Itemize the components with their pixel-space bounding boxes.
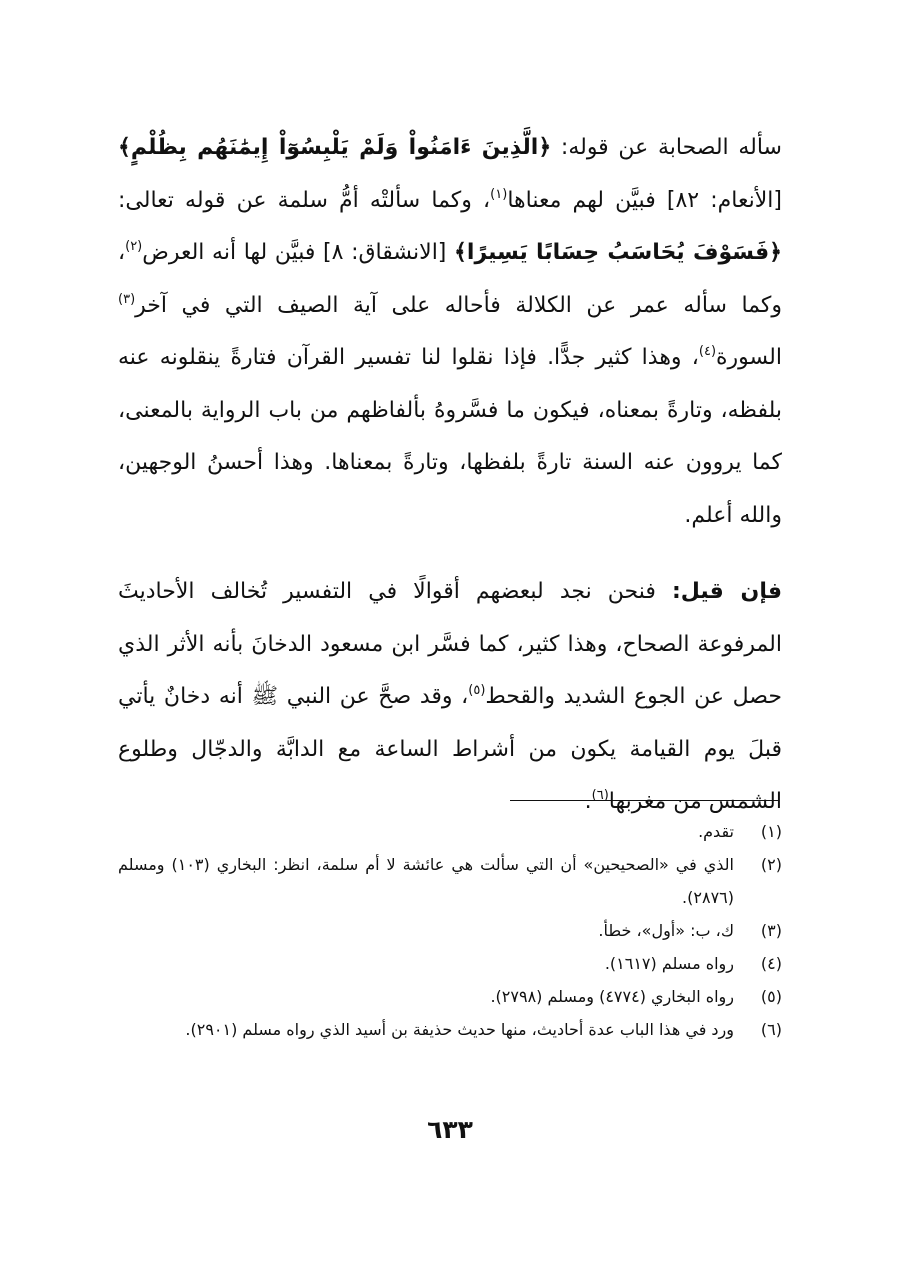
footnote-number: (٣) [760,921,782,940]
text-run: فنحن نجد لبعضهم أقوالًا في التفسير تُخالف الأحاديثَ المرفوعة الصحاح، وهذا كثير، كما فسَّر ابن مسعود الدخانَ بأنه الأثر الذي حصل عن الجوع الشديد والقحط [118,579,782,709]
footnote-number: (٦) [760,1020,782,1039]
footnote-ref-6[interactable]: (٦) [591,788,609,803]
text-run: [الأنعام: ٨٢] فبيَّن لهم معناها [507,187,782,213]
footnote-ref-2[interactable]: (٢) [125,239,143,254]
main-text [118,122,782,829]
footnote-item [118,1013,782,1046]
paragraph-lead: فإن قيل: [671,579,782,604]
text-run: ، وهذا كثير جدًّا. فإذا نقلوا لنا تفسير القرآن فتارةً ينقلونه عنه بلفظه، وتارةً بمعناه، فيكون ما فسَّروهُ بألفاظهم من باب الرواية بالمعنى، كما يروون عنه السنة تارةً بلفظها، وتارةً بمعناها. وهذا أحسنُ الوجهين، والله أعلم. [118,345,782,528]
footnote-item [118,914,782,947]
text-run: . [584,789,592,814]
footnote-ref-5[interactable]: (٥) [468,683,486,698]
footnote-ref-1[interactable]: (١) [490,186,508,202]
footnote-number: (٤) [760,954,782,973]
paragraph-2 [118,566,782,829]
footnote-text: رواه البخاري (٤٧٧٤) ومسلم (٢٧٩٨). [490,987,734,1006]
page-number: ٦٣٣ [427,1115,473,1144]
footnote-number: (١) [760,822,782,841]
footnote-text: ورد في هذا الباب عدة أحاديث، منها حديث حذيفة بن أسيد الذي رواه مسلم (٢٩٠١). [185,1020,734,1039]
quran-verse: ﴿الَّذِينَ ءَامَنُواْ وَلَمْ يَلْبِسُوٓاْ إِيمَٰنَهُم بِظُلْمٍ﴾ [118,135,552,160]
text-run: [الانشقاق: ٨] فبيَّن لها أنه العرض [142,240,455,265]
footnote-number: (٥) [760,987,782,1006]
quran-verse: ﴿فَسَوْفَ يُحَاسَبُ حِسَابًا يَسِيرًا﴾ [454,240,782,265]
footnote-separator [510,800,778,801]
text-run: ، وكما سأله عمر عن الكلالة فأحاله على آية الصيف التي في آخر [118,240,782,318]
footnote-number: (٢) [760,855,782,874]
footnote-item [118,848,782,914]
footnote-text: رواه مسلم (١٦١٧). [604,954,734,973]
footnote-ref-4[interactable]: (٤) [698,344,717,359]
footnote-item [118,815,782,848]
footnote-text: تقدم. [698,822,734,841]
footnote-ref-3[interactable]: (٣) [118,291,136,307]
paragraph-1 [118,122,782,542]
text-run: السورة [716,345,782,370]
text-run: سأله الصحابة عن قوله: [551,135,782,160]
footnote-item [118,947,782,980]
footnote-text: ك، ب: «أول»، خطأ. [598,921,734,940]
footnote-item [118,980,782,1013]
footnotes [118,815,782,1046]
text-run: ، وكما سألتْه أمُّ سلمة عن قوله تعالى: [118,187,491,213]
text-run: ، وقد صحَّ عن النبي ﷺ أنه دخانٌ يأتي قبلَ يوم القيامة يكون من أشراط الساعة مع الدابَّة والدجّال وطلوع الشمس من مغربها [118,684,782,814]
footnote-text: الذي في «الصحيحين» أن التي سألت هي عائشة لا أم سلمة، انظر: البخاري (١٠٣) ومسلم (٢٨٧٦). [118,855,734,907]
